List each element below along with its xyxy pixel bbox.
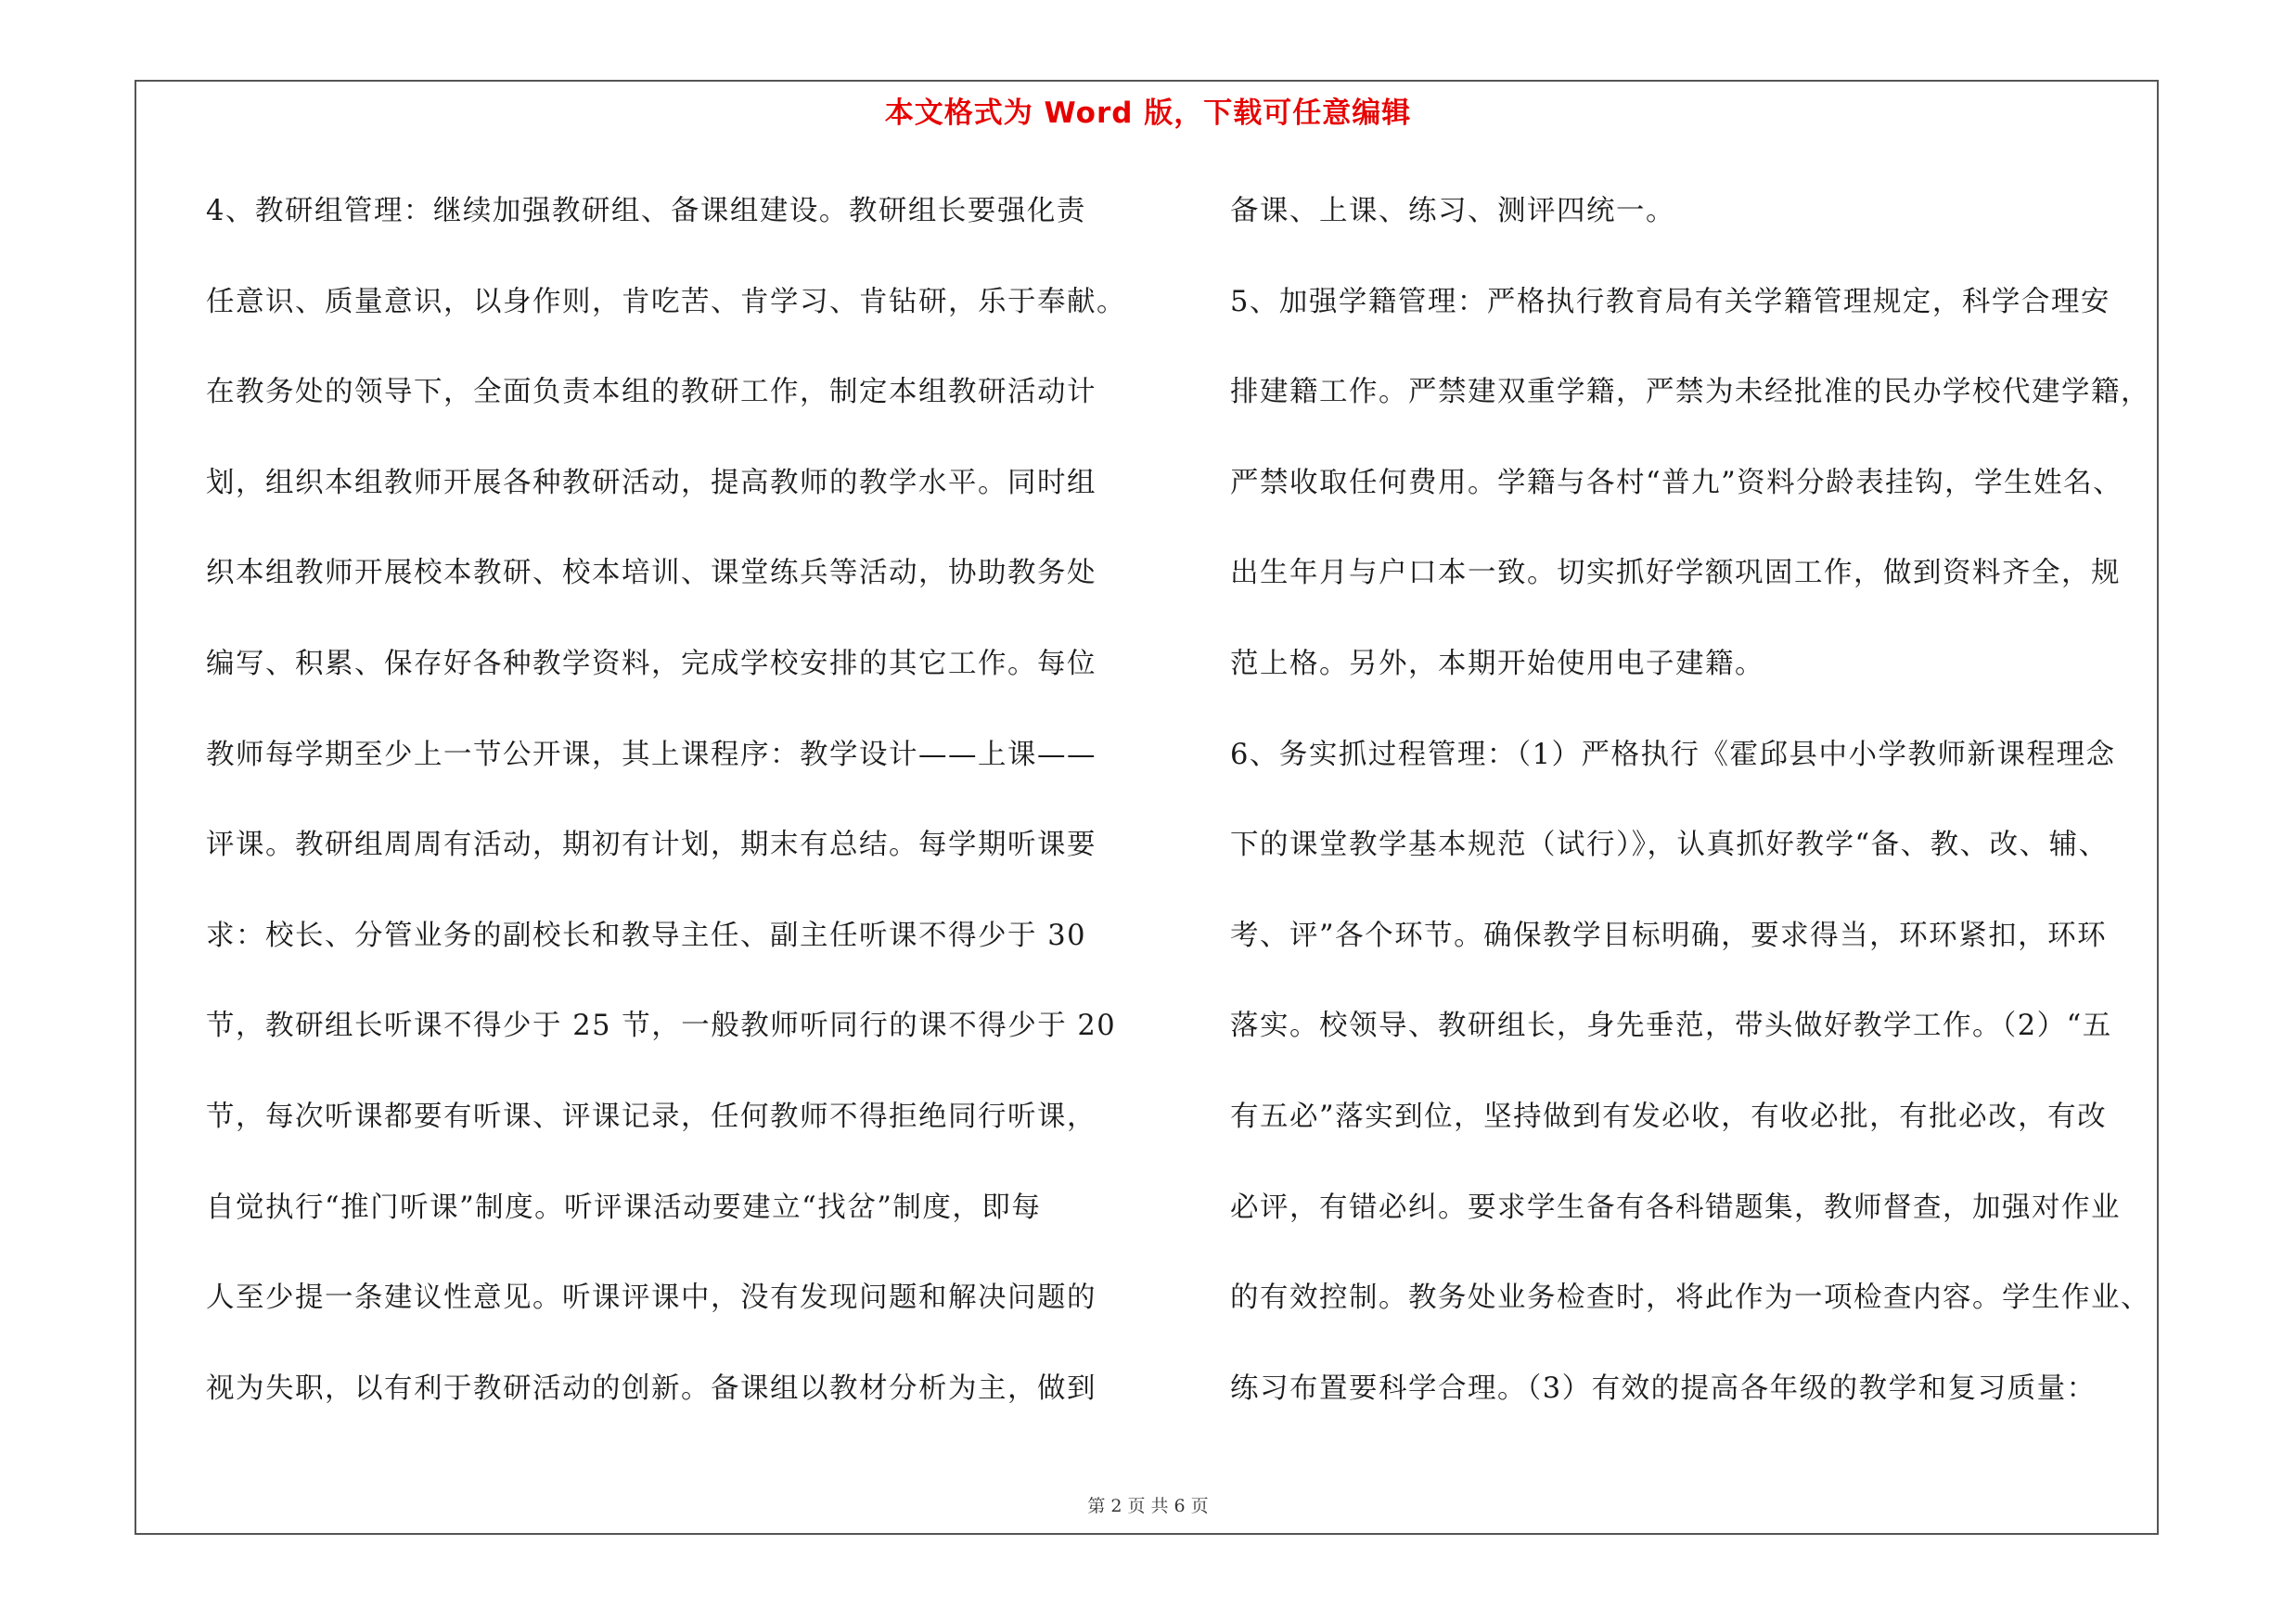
text-line: 下的课堂教学基本规范（试行）》，认真抓好教学“备、教、改、辅、 (1230, 829, 2109, 862)
text-line: 练习布置要科学合理。（3）有效的提高各年级的教学和复习质量： (1230, 1372, 2097, 1405)
text-line: 范上格。另外，本期开始使用电子建籍。 (1230, 648, 1764, 680)
text-line: 人至少提一条建议性意见。听课评课中，没有发现问题和解决问题的 (206, 1282, 1097, 1315)
text-line: 节，每次听课都要有听课、评课记录，任何教师不得拒绝同行听课， (206, 1101, 1097, 1133)
text-line: 备课、上课、练习、测评四统一。 (1230, 195, 1675, 227)
left-column (206, 0, 1143, 1623)
text-line: 6、务实抓过程管理：（1）严格执行《霍邱县中小学教师新课程理念 (1230, 738, 2116, 771)
text-line: 落实。校领导、教研组长，身先垂范，带头做好教学工作。（2）“五 (1230, 1010, 2112, 1043)
text-line: 教师每学期至少上一节公开课，其上课程序：教学设计——上课—— (206, 738, 1097, 771)
text-line: 求：校长、分管业务的副校长和教导主任、副主任听课不得少于 30 (206, 919, 1087, 952)
text-line: 评课。教研组周周有活动，期初有计划，期末有总结。每学期听课要 (206, 829, 1097, 862)
text-line: 在教务处的领导下，全面负责本组的教研工作，制定本组教研活动计 (206, 376, 1097, 409)
text-line: 考、评”各个环节。确保教学目标明确，要求得当，环环紧扣，环环 (1230, 919, 2108, 952)
text-line: 划，组织本组教师开展各种教研活动，提高教师的教学水平。同时组 (206, 466, 1097, 499)
text-line: 织本组教师开展校本教研、校本培训、课堂练兵等活动，协助教务处 (206, 557, 1097, 590)
text-line: 视为失职，以有利于教研活动的创新。备课组以教材分析为主，做到 (206, 1372, 1097, 1405)
page-number-footer: 第 2 页 共 6 页 (1087, 1496, 1209, 1516)
format-banner: 本文格式为 Word 版，下载可任意编辑 (884, 97, 1412, 130)
text-line: 节，教研组长听课不得少于 25 节，一般教师听同行的课不得少于 20 (206, 1010, 1117, 1043)
text-line: 出生年月与户口本一致。切实抓好学额巩固工作，做到资料齐全，规 (1230, 557, 2121, 590)
text-line: 4、教研组管理：继续加强教研组、备课组建设。教研组长要强化责 (206, 195, 1086, 227)
text-line: 严禁收取任何费用。学籍与各村“普九”资料分龄表挂钩，学生姓名、 (1230, 466, 2123, 499)
text-line: 编写、积累、保存好各种教学资料，完成学校安排的其它工作。每位 (206, 648, 1097, 680)
text-line: 5、加强学籍管理：严格执行教育局有关学籍管理规定，科学合理安 (1230, 285, 2110, 318)
right-column (1230, 0, 2158, 1623)
text-line: 任意识、质量意识，以身作则，肯吃苦、肯学习、肯钻研，乐于奉献。 (206, 285, 1126, 318)
text-line: 必评，有错必纠。要求学生备有各科错题集，教师督查，加强对作业 (1230, 1191, 2121, 1224)
text-line: 的有效控制。教务处业务检查时，将此作为一项检查内容。学生作业、 (1230, 1282, 2150, 1315)
text-line: 自觉执行“推门听课”制度。听评课活动要建立“找岔”制度，即每 (206, 1191, 1042, 1224)
text-line: 有五必”落实到位，坚持做到有发必收，有收必批，有批必改，有改 (1230, 1101, 2108, 1133)
text-line: 排建籍工作。严禁建双重学籍，严禁为未经批准的民办学校代建学籍， (1230, 376, 2150, 409)
